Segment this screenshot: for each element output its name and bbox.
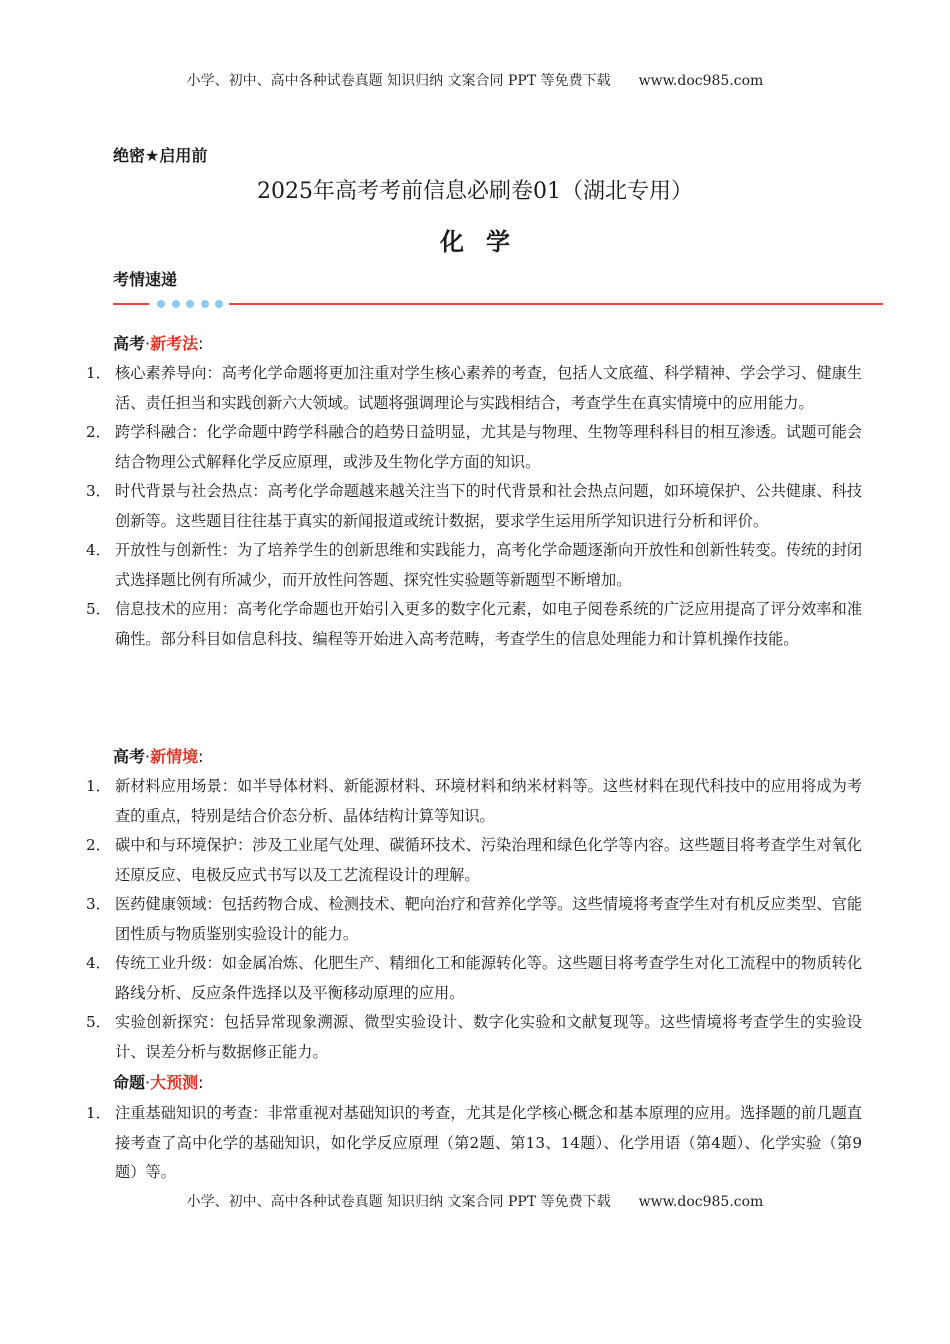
subheading-accent: 新考法 [150,334,199,353]
subheading-new-contexts [113,744,204,767]
item-text: 开放性与创新性：为了培养学生的创新思维和实践能力，高考化学命题逐渐向开放性和创新性转变。传统的封闭式选择题比例有所减少，而开放性问答题、探究性实验题等新题型不断增加。 [115,541,862,589]
item-text: 传统工业升级：如金属冶炼、化肥生产、精细化工和能源转化等。这些题目将考查学生对化工流程中的物质转化路线分析、反应条件选择以及平衡移动原理的应用。 [115,954,862,1002]
subheading-colon: : [198,334,204,353]
list-new-methods [86,359,862,654]
item-number: 5． [86,1013,111,1031]
site-footer-url[interactable]: www.doc985.com [638,1194,764,1210]
subheading-prefix: 高考 [113,747,146,766]
subheading-predictions [113,1070,204,1093]
site-header-text: 小学、初中、高中各种试卷真题 知识归纳 文案合同 PPT 等免费下载 [186,73,611,89]
divider-dot [201,300,209,308]
list-item [86,772,862,831]
site-header-url[interactable]: www.doc985.com [638,73,764,89]
list-item [86,890,862,949]
subheading-prefix: 高考 [113,334,146,353]
item-text: 信息技术的应用：高考化学命题也开始引入更多的数字化元素，如电子阅卷系统的广泛应用提高了评分效率和准确性。部分科目如信息科技、编程等开始进入高考范畴，考查学生的信息处理能力和计算机操作技能。 [115,600,862,648]
section-heading: 考情速递 [113,270,178,289]
divider-dot [186,300,194,308]
divider-dot [172,300,180,308]
item-number: 1． [86,364,111,382]
subject-title: 化学 [440,227,532,256]
item-text: 核心素养导向：高考化学命题将更加注重对学生核心素养的考查，包括人文底蕴、科学精神、学会学习、健康生活、责任担当和实践创新六大领域。试题将强调理论与实践相结合，考查学生在真实情境中的应用能力。 [115,364,862,412]
item-text: 碳中和与环境保护：涉及工业尾气处理、碳循环技术、污染治理和绿色化学等内容。这些题目将考查学生对氧化还原反应、电极反应式书写以及工艺流程设计的理解。 [115,836,862,884]
item-number: 1． [86,1104,111,1122]
item-text: 注重基础知识的考查：非常重视对基础知识的考查，尤其是化学核心概念和基本原理的应用。选择题的前几题直接考查了高中化学的基础知识，如化学反应原理（第2题、第13、14题）、化学用语（第4题）、化学实验（第9题）等。 [115,1104,862,1181]
item-number: 2． [86,423,111,441]
divider-dots [157,298,223,310]
list-item [86,1008,862,1067]
list-item [86,949,862,1008]
confidential-label: 绝密★启用前 [113,146,208,165]
list-item [86,477,862,536]
item-text: 医药健康领域：包括药物合成、检测技术、靶向治疗和营养化学等。这些情境将考查学生对有机反应类型、官能团性质与物质鉴别实验设计的能力。 [115,895,862,943]
item-number: 4． [86,954,111,972]
list-item [86,359,862,418]
divider-line-left [113,303,149,305]
item-text: 新材料应用场景：如半导体材料、新能源材料、环境材料和纳米材料等。这些材料在现代科技中的应用将成为考查的重点，特别是结合价态分析、晶体结构计算等知识。 [115,777,862,825]
subheading-colon: : [198,1073,204,1092]
list-item [86,595,862,654]
list-item [86,536,862,595]
subheading-new-methods [113,331,204,354]
item-number: 2． [86,836,111,854]
item-number: 1． [86,777,111,795]
section-divider [113,297,883,311]
divider-line-right [229,303,883,305]
subheading-accent: 新情境 [150,747,199,766]
site-header [0,70,950,90]
site-footer [0,1191,950,1211]
item-text: 实验创新探究：包括异常现象溯源、微型实验设计、数字化实验和文献复现等。这些情境将考查学生的实验设计、误差分析与数据修正能力。 [115,1013,862,1061]
site-footer-text: 小学、初中、高中各种试卷真题 知识归纳 文案合同 PPT 等免费下载 [186,1194,611,1210]
exam-title: 2025年高考考前信息必刷卷01（湖北专用） [257,179,693,204]
item-text: 跨学科融合：化学命题中跨学科融合的趋势日益明显，尤其是与物理、生物等理科科目的相互渗透。试题可能会结合物理公式解释化学反应原理，或涉及生物化学方面的知识。 [115,423,862,471]
subheading-accent: 大预测 [150,1073,199,1092]
subheading-prefix: 命题 [113,1073,146,1092]
item-number: 4． [86,541,111,559]
divider-dot [157,300,165,308]
list-item [86,831,862,890]
list-new-contexts [86,772,862,1067]
list-predictions [86,1099,862,1188]
list-item [86,1099,862,1188]
subheading-sep: · [145,334,151,353]
subheading-sep: · [145,747,151,766]
divider-dot [215,300,223,308]
item-number: 5． [86,600,111,618]
list-item [86,418,862,477]
item-number: 3． [86,895,111,913]
item-text: 时代背景与社会热点：高考化学命题越来越关注当下的时代背景和社会热点问题，如环境保护、公共健康、科技创新等。这些题目往往基于真实的新闻报道或统计数据，要求学生运用所学知识进行分析和评价。 [115,482,862,530]
item-number: 3． [86,482,111,500]
subheading-colon: : [198,747,204,766]
subheading-sep: · [145,1073,151,1092]
